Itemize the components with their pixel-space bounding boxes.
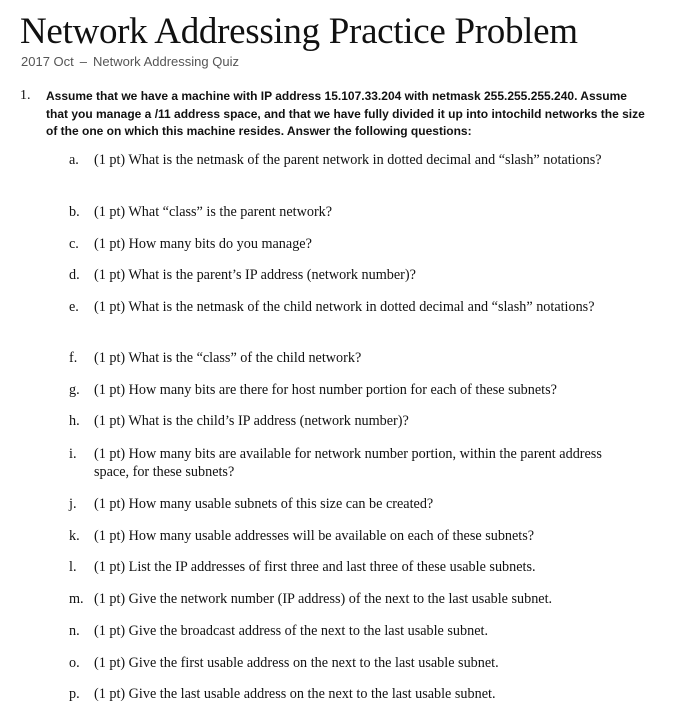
date-label: 2017 Oct — [21, 54, 74, 69]
sub-question-j — [69, 496, 629, 514]
sub-question-letter: b. — [69, 204, 80, 220]
sub-question-p — [69, 686, 629, 704]
sub-question-letter: i. — [69, 446, 77, 462]
sub-question-text: (1 pt) Give the last usable address on the next to the last usable subnet. — [94, 686, 496, 702]
sub-question-letter: o. — [69, 655, 80, 671]
sub-question-letter: m. — [69, 591, 84, 607]
sub-question-text: (1 pt) List the IP addresses of first three and last three of these usable subnets. — [94, 559, 536, 575]
sub-question-f — [69, 350, 629, 368]
sub-question-text: (1 pt) How many bits are there for host number portion for each of these subnets? — [94, 382, 557, 398]
sub-question-text: (1 pt) How many usable subnets of this size can be created? — [94, 496, 434, 512]
subtitle — [21, 54, 239, 69]
sub-question-letter: k. — [69, 528, 80, 544]
sub-question-text: (1 pt) What is the netmask of the parent network in dotted decimal and “slash” notations? — [94, 152, 602, 168]
page-title: Network Addressing Practice Problem — [20, 11, 578, 52]
sub-question-b — [69, 204, 629, 222]
sub-question-n — [69, 623, 629, 641]
sub-question-text: (1 pt) Give the first usable address on the next to the last usable subnet. — [94, 655, 499, 671]
sub-question-text: (1 pt) What is the netmask of the child network in dotted decimal and “slash” notations? — [94, 299, 595, 315]
sub-question-k — [69, 528, 629, 546]
sub-question-letter: h. — [69, 413, 80, 429]
sub-question-letter: c. — [69, 236, 79, 252]
question-number: 1. — [20, 88, 31, 103]
sub-question-letter: d. — [69, 267, 80, 283]
sub-question-c — [69, 236, 629, 254]
sub-question-text: (1 pt) What is the “class” of the child network? — [94, 350, 362, 366]
sub-question-text: (1 pt) What is the child’s IP address (network number)? — [94, 413, 409, 429]
sub-question-letter: e. — [69, 299, 79, 315]
sub-question-text: (1 pt) How many bits are available for network number portion, within the parent address space, for these subnets? — [94, 446, 602, 480]
sub-question-text: (1 pt) What is the parent’s IP address (network number)? — [94, 267, 416, 283]
sub-question-letter: g. — [69, 382, 80, 398]
sub-question-letter: p. — [69, 686, 80, 702]
sub-question-text: (1 pt) How many bits do you manage? — [94, 236, 312, 252]
sub-question-a — [69, 152, 629, 170]
sub-question-letter: n. — [69, 623, 80, 639]
sub-question-letter: f. — [69, 350, 78, 366]
question-intro: Assume that we have a machine with IP address 15.107.33.204 with netmask 255.255.255.240. Assume that you manage a /11 address space, and that we have fully divided it up into intochild networks the size of the one on which this machine resides. Answer the following questions: — [46, 89, 645, 138]
sub-question-i — [69, 446, 629, 481]
sub-question-text: (1 pt) How many usable addresses will be available on each of these subnets? — [94, 528, 535, 544]
sub-question-text: (1 pt) What “class” is the parent network? — [94, 204, 333, 220]
sub-question-letter: l. — [69, 559, 77, 575]
sub-question-e — [69, 299, 629, 317]
sub-question-l — [69, 559, 629, 577]
subtitle-separator: – — [79, 54, 87, 69]
sub-question-text: (1 pt) Give the broadcast address of the next to the last usable subnet. — [94, 623, 488, 639]
sub-question-text: (1 pt) Give the network number (IP address) of the next to the last usable subnet. — [94, 591, 553, 607]
sub-question-g — [69, 382, 629, 400]
sub-question-letter: a. — [69, 152, 79, 168]
sub-question-d — [69, 267, 629, 285]
sub-question-o — [69, 655, 629, 673]
category-label: Network Addressing Quiz — [93, 54, 239, 69]
sub-question-letter: j. — [69, 496, 77, 512]
sub-question-h — [69, 413, 629, 431]
sub-question-m — [69, 591, 629, 609]
